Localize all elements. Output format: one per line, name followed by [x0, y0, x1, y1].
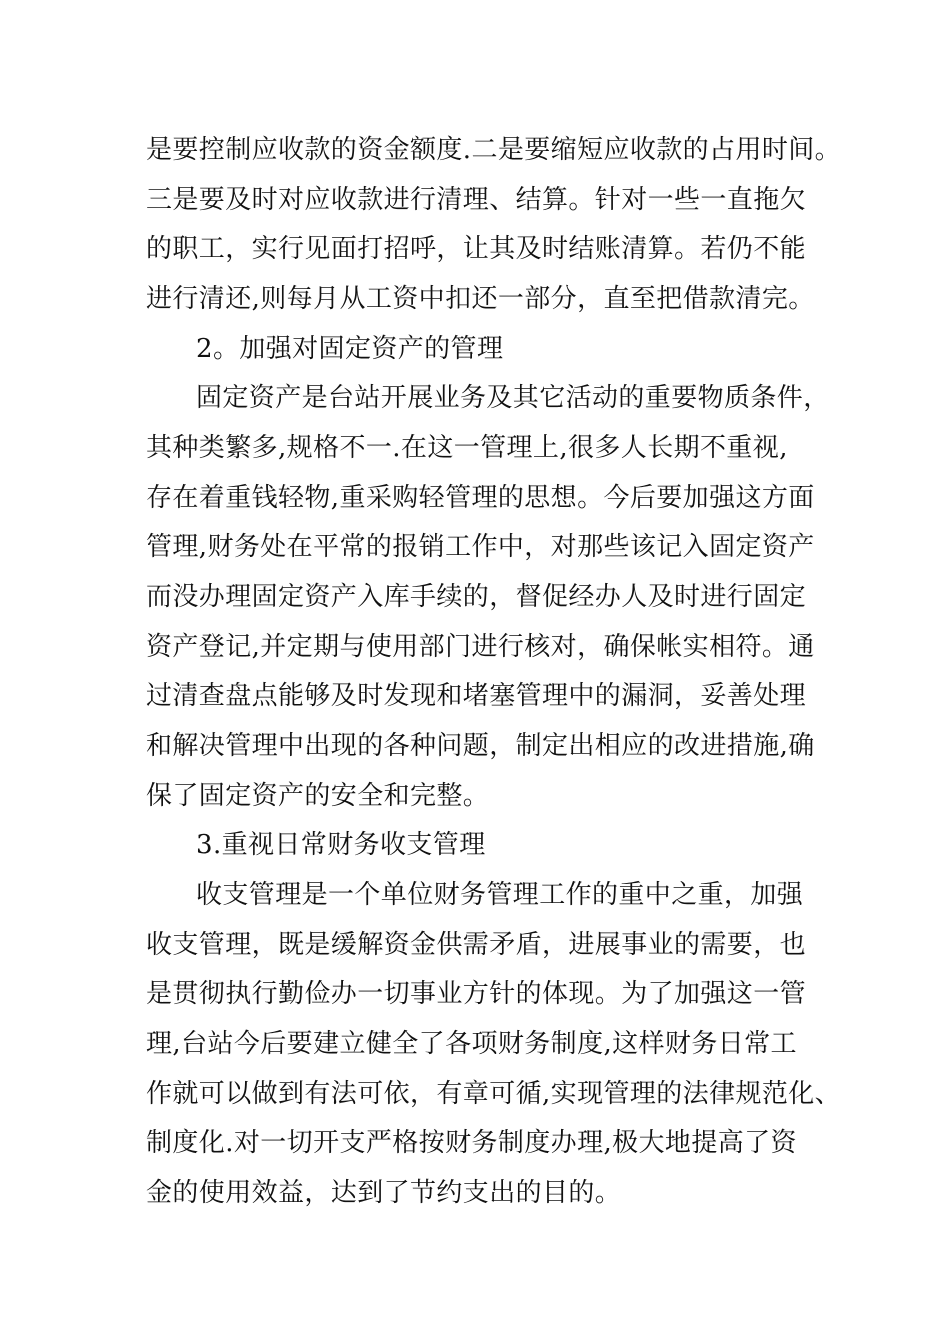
paragraph-line: 制度化.对一切开支严格按财务制度办理,极大地提高了资 [146, 1128, 797, 1158]
paragraph-line: 保了固定资产的安全和完整。 [146, 781, 490, 811]
paragraph-line: 金的使用效益，达到了节约支出的目的。 [146, 1178, 622, 1208]
paragraph-line: 管理,财务处在平常的报销工作中，对那些该记入固定资产 [146, 532, 815, 562]
paragraph-line: 是要控制应收款的资金额度.二是要缩短应收款的占用时间。 [146, 135, 842, 165]
paragraph-line: 过清查盘点能够及时发现和堵塞管理中的漏洞，妥善处理 [146, 681, 807, 711]
paragraph-line: 收支管理是一个单位财务管理工作的重中之重，加强 [196, 880, 804, 910]
paragraph-line: 存在着重钱轻物,重采购轻管理的思想。今后要加强这方面 [146, 483, 815, 513]
paragraph-line: 进行清还,则每月从工资中扣还一部分，直至把借款清完。 [146, 284, 815, 314]
paragraph-line: 资产登记,并定期与使用部门进行核对，确保帐实相符。通 [146, 632, 815, 662]
paragraph-line: 三是要及时对应收款进行清理、结算。针对一些一直拖欠 [146, 185, 807, 215]
paragraph-line: 和解决管理中出现的各种问题，制定出相应的改进措施,确 [146, 731, 815, 761]
paragraph-line: 的职工，实行见面打招呼，让其及时结账清算。若仍不能 [146, 234, 807, 264]
paragraph-line: 收支管理，既是缓解资金供需矛盾，进展事业的需要，也 [146, 930, 807, 960]
paragraph-line: 其种类繁多,规格不一.在这一管理上,很多人长期不重视, [146, 433, 788, 463]
paragraph-line: 而没办理固定资产入库手续的，督促经办人及时进行固定 [146, 582, 807, 612]
paragraph-line: 理,台站今后要建立健全了各项财务制度,这样财务日常工 [146, 1029, 797, 1059]
paragraph-line: 是贯彻执行勤俭办一切事业方针的体现。为了加强这一管 [146, 979, 807, 1009]
paragraph-line: 作就可以做到有法可依，有章可循,实现管理的法律规范化、 [146, 1079, 842, 1109]
section-heading: 3.重视日常财务收支管理 [196, 830, 486, 860]
section-heading: 2。加强对固定资产的管理 [196, 334, 504, 364]
paragraph-line: 固定资产是台站开展业务及其它活动的重要物质条件， [196, 383, 830, 413]
